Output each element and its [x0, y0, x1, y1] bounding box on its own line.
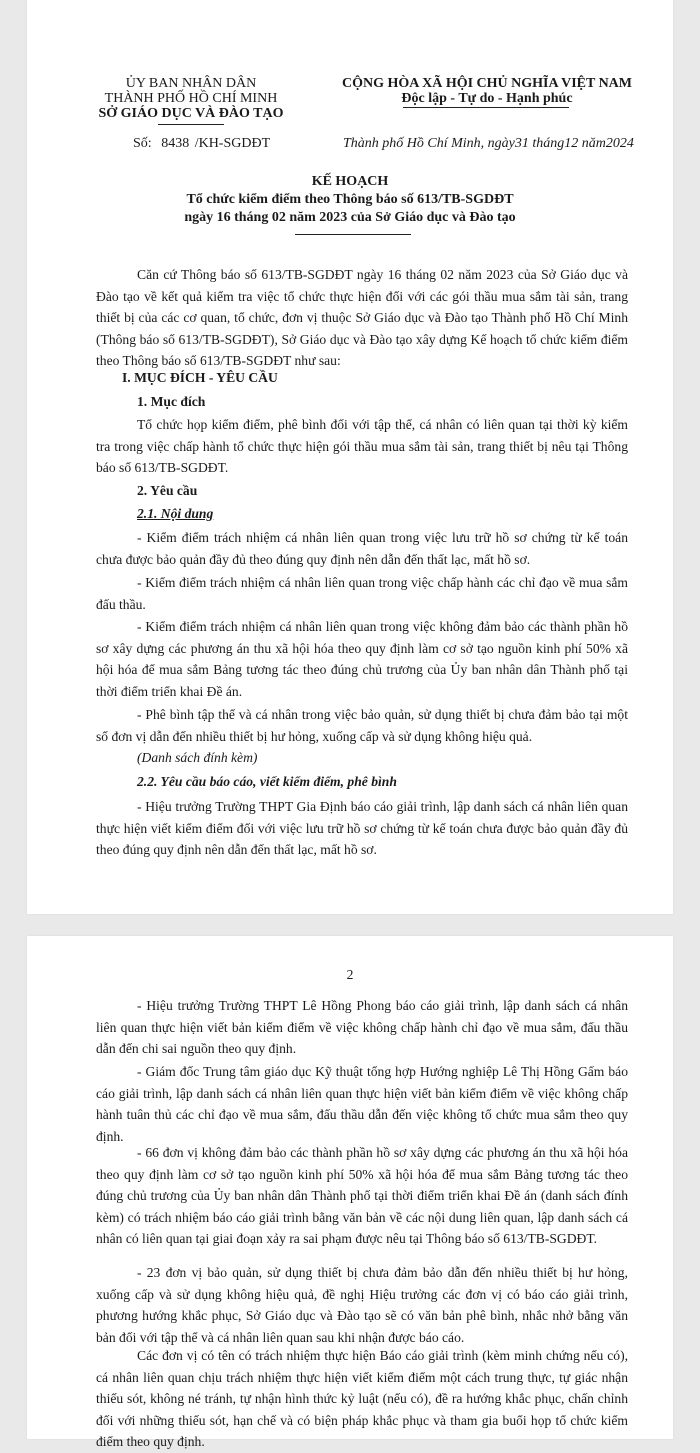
agency-name-line3: SỞ GIÁO DỤC VÀ ĐÀO TẠO — [98, 106, 284, 121]
subheading-report-requirements: 2.2. Yêu cầu báo cáo, viết kiểm điểm, phê bình — [137, 774, 397, 789]
attachment-note: (Danh sách đính kèm) — [137, 750, 258, 765]
motto-underline — [403, 107, 569, 108]
subheading-purpose: 1. Mục đích — [137, 394, 206, 409]
doc-number-value: 8438 — [161, 136, 190, 151]
national-title: CỘNG HÒA XÃ HỘI CHỦ NGHĨA VIỆT NAM — [341, 76, 632, 91]
page2-paragraph-5: Các đơn vị có tên có trách nhiệm thực hiện Báo cáo giải trình (kèm minh chứng nếu có), cá nhân liên quan chịu trách nhiệm thực hiện viết kiểm điểm một cách trung thực, tự giác nhận thiếu sót, không né tránh, tự nhận hình thức kỷ luật (nếu có), đề ra hướng khắc phục, chấn chỉnh đối với những thiếu sót, hạn chế và có biện pháp khắc phục và tham gia buổi họp tổ chức kiểm điểm theo quy định. — [96, 1348, 628, 1449]
place-date-prefix: Thành phố Hồ Chí Minh, ngày — [343, 136, 515, 151]
date-month-label: tháng — [532, 136, 565, 151]
date-year-label: năm — [581, 136, 606, 151]
content-item-2: - Kiểm điểm trách nhiệm cá nhân liên quan trong việc chấp hành các chỉ đạo về mua sắm đấu thầu. — [96, 575, 628, 612]
document-title: KẾ HOẠCH — [311, 174, 389, 189]
document-subtitle-line1: Tổ chức kiểm điểm theo Thông báo số 613/TB-SGDĐT — [186, 192, 514, 207]
agency-name-line1: ỦY BAN NHÂN DÂN — [125, 76, 257, 91]
content-item-4: - Phê bình tập thể và cá nhân trong việc bảo quản, sử dụng thiết bị chưa đảm bảo tại một số đơn vị dẫn đến nhiều thiết bị hư hỏng, xuống cấp và sử dụng không hiệu quả. — [96, 707, 628, 744]
subheading-requirements: 2. Yêu cầu — [137, 483, 198, 498]
document-page-1 — [27, 0, 673, 914]
document-number — [133, 136, 270, 151]
date-year: 2024 — [605, 136, 634, 151]
page2-paragraph-1: - Hiệu trưởng Trường THPT Lê Hồng Phong báo cáo giải trình, lập danh sách cá nhân liên quan thực hiện viết bản kiểm điểm về việc không chấp hành chỉ đạo về mua sắm, đấu thầu dẫn đến chi sai nguồn theo quy định. — [96, 998, 628, 1056]
intro-paragraph: Căn cứ Thông báo số 613/TB-SGDĐT ngày 16 tháng 02 năm 2023 của Sở Giáo dục và Đào tạo về kết quả kiểm tra việc tổ chức thực hiện đối với các gói thầu mua sắm tài sản, trang thiết bị của các cơ quan, tổ chức, đơn vị thuộc Sở Giáo dục và Đào tạo Thành phố Hồ Chí Minh (Thông báo số 613/TB-SGDĐT), Sở Giáo dục và Đào tạo xây dựng Kế hoạch tổ chức kiểm điểm theo Thông báo số 613/TB-SGDĐT như sau: — [96, 267, 628, 368]
page2-paragraph-3: - 66 đơn vị không đảm bảo các thành phần hồ sơ xây dựng các phương án thu xã hội hóa theo quy định làm cơ sở tạo nguồn kinh phí 50% xã hội hóa để mua sắm Bảng tương tác theo đúng chủ trương của Ủy ban nhân dân Thành phố tại thời điểm triển khai Đề án (danh sách đính kèm) có trách nhiệm báo cáo giải trình bằng văn bản về các nội dung liên quan, lập danh sách cá nhân có liên quan tại giai đoạn xảy ra sai phạm được nêu tại Thông báo số 613/TB-SGDĐT. — [96, 1145, 628, 1246]
section-heading-1: I. MỤC ĐÍCH - YÊU CẦU — [122, 370, 278, 385]
document-subtitle-line2: ngày 16 tháng 02 năm 2023 của Sở Giáo dục và Đào tạo — [184, 210, 516, 225]
agency-name-line2: THÀNH PHỐ HỒ CHÍ MINH — [104, 91, 278, 106]
page-number: 2 — [346, 967, 354, 982]
place-date — [343, 136, 634, 151]
page2-paragraph-4: - 23 đơn vị bảo quản, sử dụng thiết bị chưa đảm bảo dẫn đến nhiều thiết bị hư hỏng, xuống cấp và sử dụng không hiệu quả, đề nghị Hiệu trưởng các đơn vị có báo cáo giải trình, phương hướng khắc phục, Sở Giáo dục và Đào tạo sẽ có văn bản phê bình, nhắc nhở bằng văn bản đối với tập thể và cá nhân liên quan sau khi nhận được báo cáo. — [96, 1265, 628, 1345]
page2-paragraph-2: - Giám đốc Trung tâm giáo dục Kỹ thuật tổng hợp Hướng nghiệp Lê Thị Hồng Gấm báo cáo giải trình, lập danh sách cá nhân liên quan thực hiện viết bản kiểm điểm về việc không chấp hành tuân thủ các chỉ đạo về mua sắm, đấu thầu dẫn đến việc không tổ chức mua sắm theo quy định. — [96, 1064, 628, 1144]
report-item-1: - Hiệu trưởng Trường THPT Gia Định báo cáo giải trình, lập danh sách cá nhân liên quan thực hiện viết kiểm điểm đối với việc lưu trữ hồ sơ chứng từ kế toán chưa được bảo quản đầy đủ theo đúng quy định nên dẫn đến thất lạc, mất hồ sơ. — [96, 799, 628, 857]
purpose-paragraph: Tổ chức họp kiểm điểm, phê bình đối với tập thể, cá nhân có liên quan tại thời kỳ kiểm tra trong việc chấp hành tổ chức thực hiện gói thầu mua sắm tài sản, trang thiết bị nêu tại Thông báo số 613/TB-SGDĐT. — [96, 417, 628, 475]
title-underline — [295, 234, 411, 235]
doc-number-suffix: /KH-SGDĐT — [194, 136, 271, 151]
national-motto: Độc lập - Tự do - Hạnh phúc — [401, 91, 573, 106]
date-month: 12 — [564, 136, 579, 151]
content-item-1: - Kiểm điểm trách nhiệm cá nhân liên quan trong việc lưu trữ hồ sơ chứng từ kế toán chưa được bảo quản đầy đủ theo đúng quy định nên dẫn đến thất lạc, mất hồ sơ. — [96, 530, 628, 567]
date-day: 31 — [514, 136, 529, 151]
subheading-content: 2.1. Nội dung — [137, 506, 214, 521]
document-page-2 — [27, 936, 673, 1449]
agency-underline — [158, 124, 224, 125]
content-item-3: - Kiểm điểm trách nhiệm cá nhân liên quan trong việc không đảm bảo các thành phần hồ sơ xây dựng các phương án thu xã hội hóa theo quy định làm cơ sở tạo nguồn kinh phí 50% xã hội hóa để mua sắm Bảng tương tác theo đúng chủ trương của Ủy ban nhân dân Thành phố tại thời điểm triển khai Đề án. — [96, 619, 628, 699]
doc-number-label: Số: — [133, 136, 152, 151]
